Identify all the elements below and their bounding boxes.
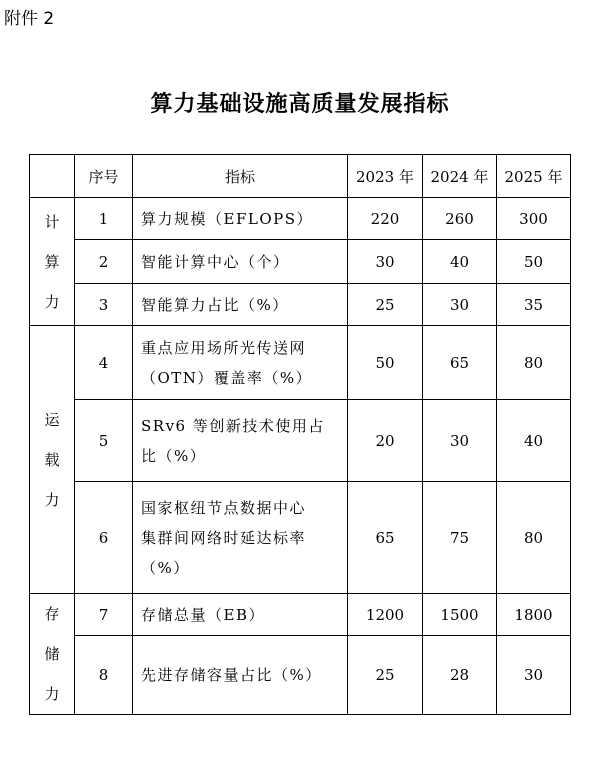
value-2023: 30 [348,240,423,284]
value-2024: 30 [423,400,497,482]
value-2023: 25 [348,284,423,326]
value-2023: 1200 [348,594,423,636]
category-char: 载 [44,450,60,469]
value-2023: 220 [348,198,423,240]
table-header-row [30,155,571,198]
document-title: 算力基础设施高质量发展指标 [150,91,450,117]
value-2024: 40 [423,240,497,284]
value-2023: 20 [348,400,423,482]
indicator-line: 国家枢纽节点数据中心 [141,498,307,517]
category-cell [30,326,75,594]
row-number: 5 [75,400,133,482]
row-number: 7 [75,594,133,636]
value-2025: 1800 [497,594,571,636]
value-2025: 40 [497,400,571,482]
table-row [30,326,571,400]
value-2023: 25 [348,636,423,715]
row-number: 4 [75,326,133,400]
category-char: 存 [44,605,60,623]
value-2024: 1500 [423,594,497,636]
category-char: 算 [44,252,60,271]
indicators-table [29,154,571,715]
indicator-cell [133,326,348,400]
header-2025: 2025 年 [497,155,571,198]
attachment-label: 附件 2 [4,9,55,29]
value-2024: 65 [423,326,497,400]
value-2023: 50 [348,326,423,400]
header-2023: 2023 年 [348,155,423,198]
indicator-cell [133,636,348,715]
indicator-line: （OTN）覆盖率（%） [141,368,313,387]
category-char: 力 [44,490,60,509]
table-row [30,198,571,240]
value-2025: 30 [497,636,571,715]
indicator-cell [133,482,348,594]
table-row [30,284,571,326]
indicator-line: 先进存储容量占比（%） [141,666,322,685]
indicator-cell [133,594,348,636]
value-2024: 30 [423,284,497,326]
category-char: 储 [44,645,60,663]
row-number: 1 [75,198,133,240]
table-body [30,198,571,715]
value-2025: 300 [497,198,571,240]
category-cell [30,198,75,326]
row-number: 2 [75,240,133,284]
indicator-line: 集群间网络时延达标率 [141,528,307,547]
indicator-line: 智能计算中心（个） [141,252,290,271]
table-row [30,594,571,636]
row-number: 3 [75,284,133,326]
indicator-cell [133,284,348,326]
value-2023: 65 [348,482,423,594]
indicator-line: （%） [141,558,190,577]
table-row [30,400,571,482]
category-char: 运 [44,410,60,429]
value-2025: 35 [497,284,571,326]
category-cell [30,594,75,715]
indicator-line: 算力规模（EFLOPS） [141,209,313,228]
indicator-cell [133,198,348,240]
value-2025: 80 [497,326,571,400]
indicator-line: 存储总量（EB） [141,605,265,624]
category-char: 计 [44,212,60,231]
table-row [30,482,571,594]
value-2024: 260 [423,198,497,240]
indicator-line: 比（%） [141,446,207,465]
header-number: 序号 [75,155,133,198]
indicator-cell [133,240,348,284]
value-2025: 50 [497,240,571,284]
header-indicator: 指标 [133,155,348,198]
value-2024: 75 [423,482,497,594]
header-2024: 2024 年 [423,155,497,198]
row-number: 6 [75,482,133,594]
indicator-line: 智能算力占比（%） [141,295,289,314]
table-row [30,240,571,284]
value-2025: 80 [497,482,571,594]
value-2024: 28 [423,636,497,715]
indicator-line: 重点应用场所光传送网 [141,338,307,357]
table-row [30,636,571,715]
category-char: 力 [44,685,60,703]
indicator-line: SRv6 等创新技术使用占 [141,416,325,435]
header-category [30,155,75,198]
row-number: 8 [75,636,133,715]
indicator-cell [133,400,348,482]
category-char: 力 [44,292,60,311]
